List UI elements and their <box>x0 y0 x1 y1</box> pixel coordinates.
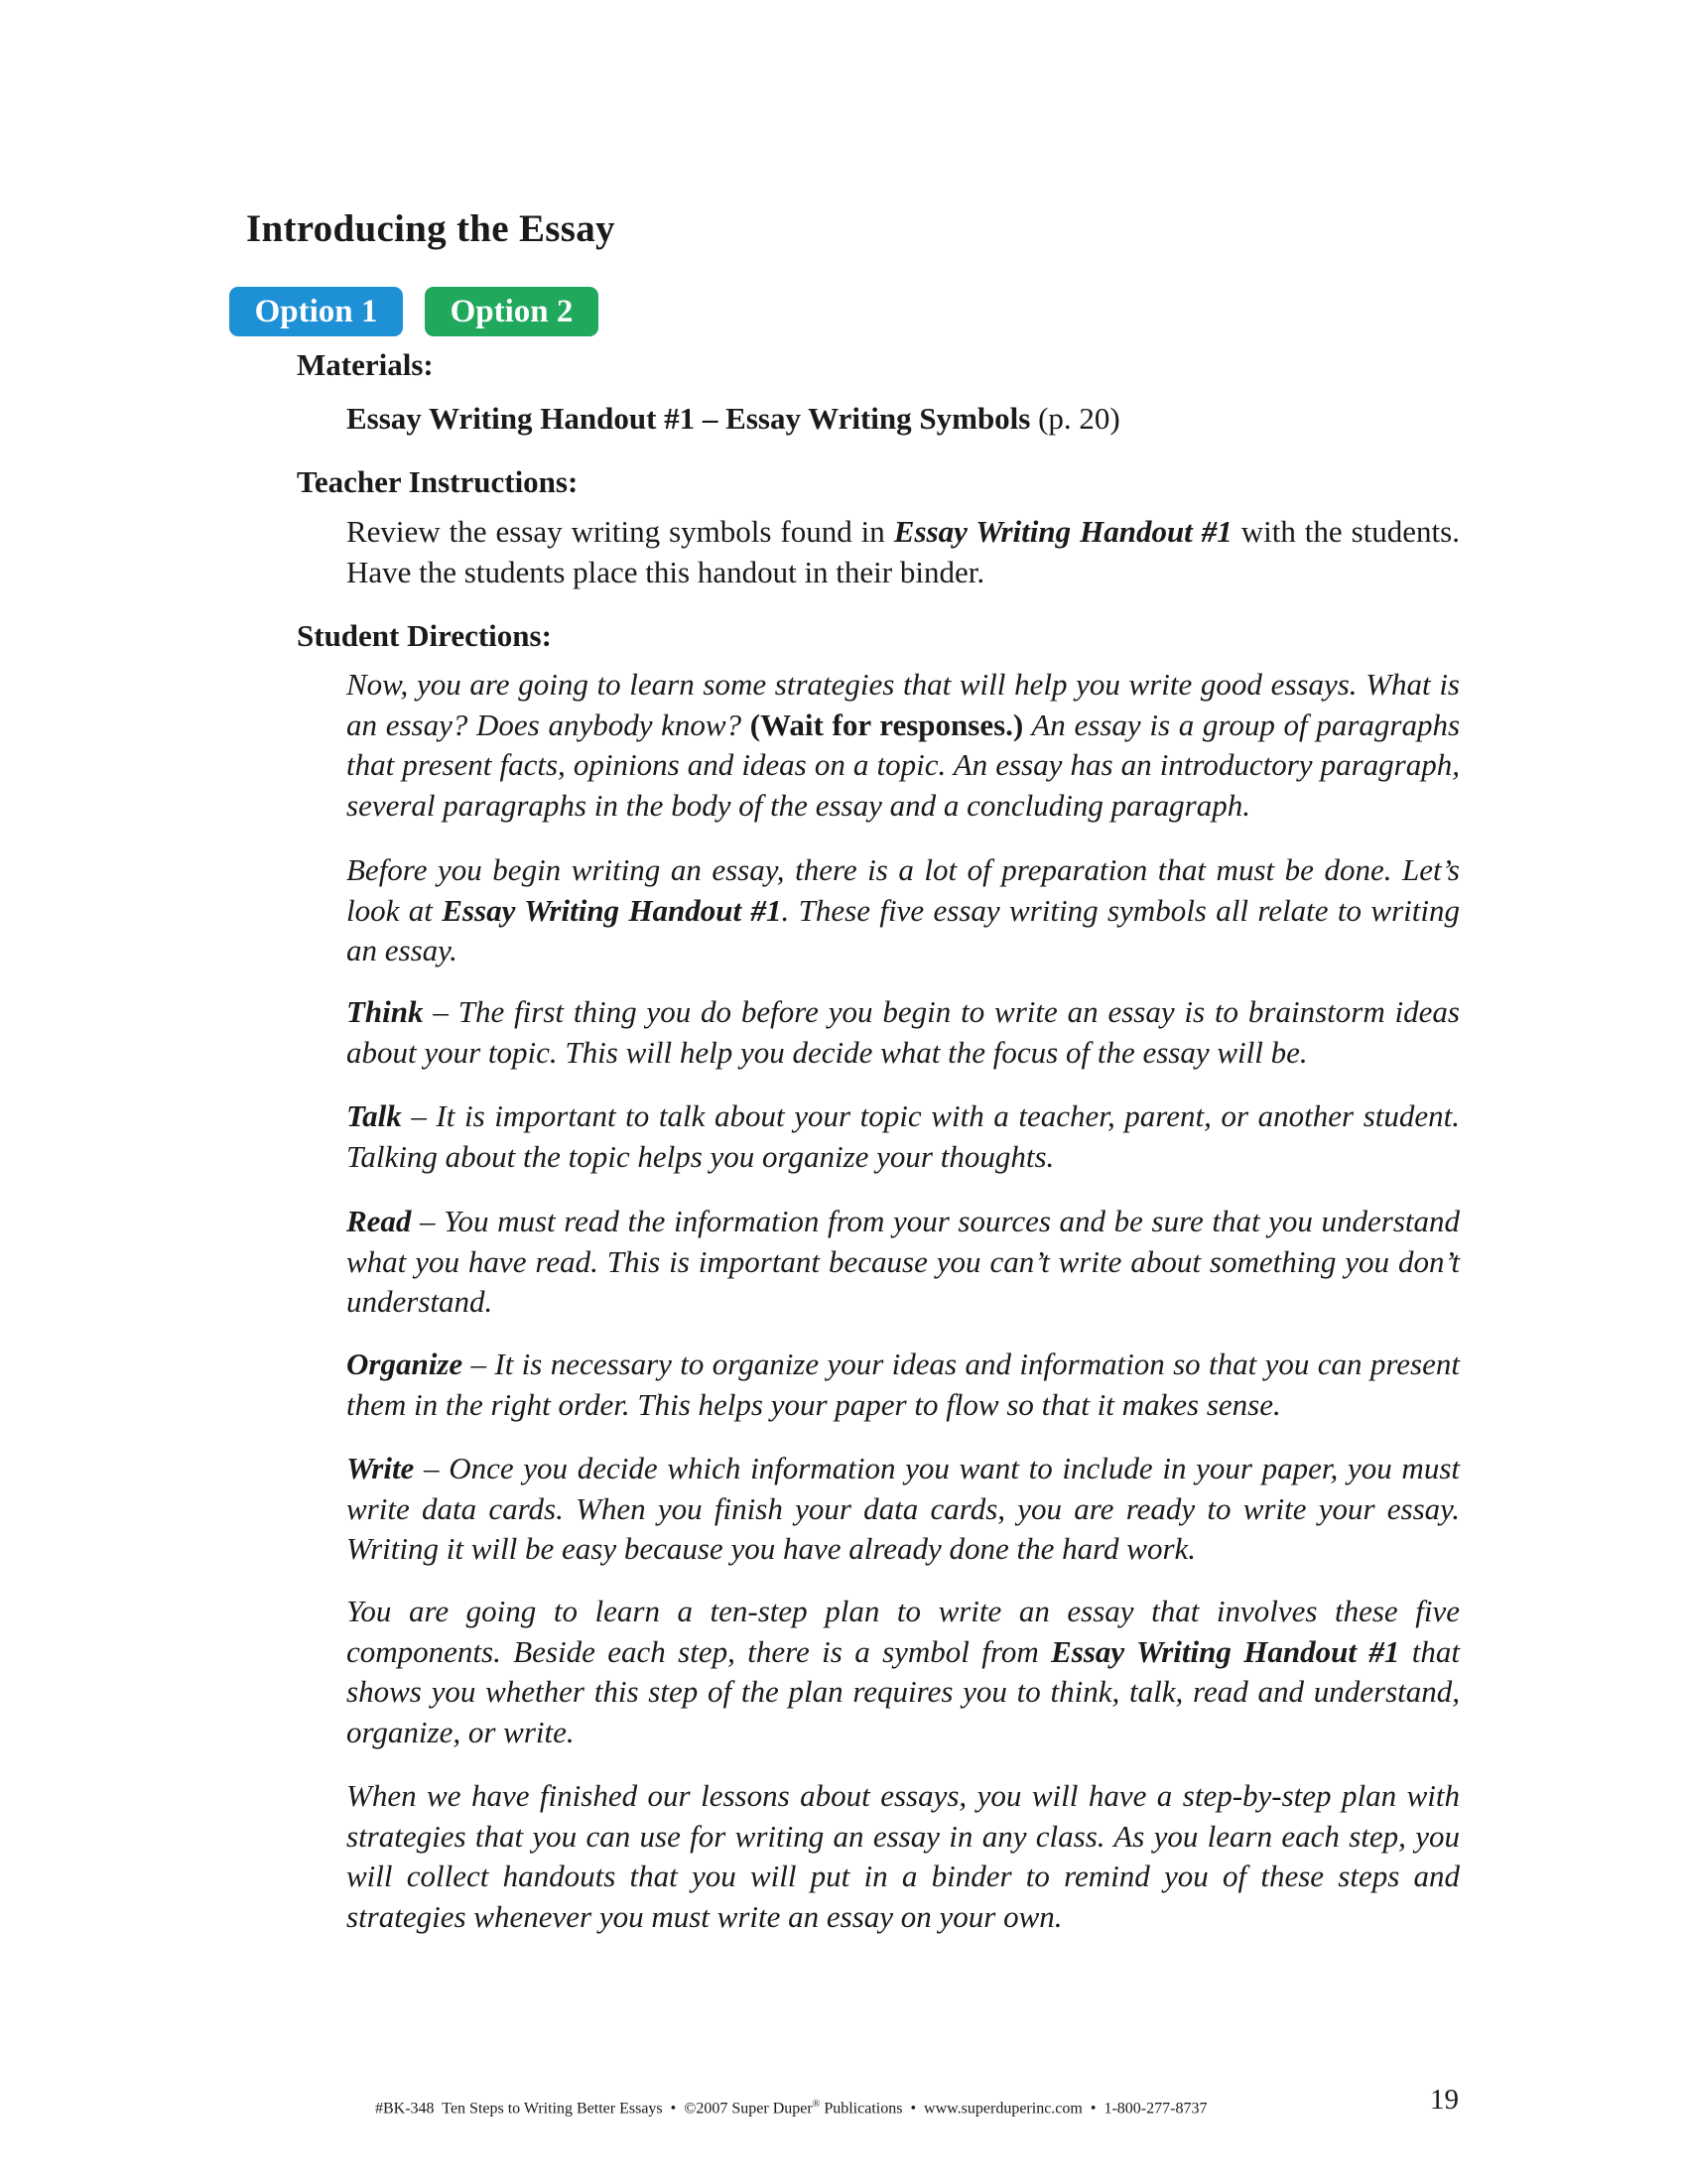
step-write <box>346 1449 1460 1570</box>
paragraph-text: Before you begin writing an essay, there is a lot of preparation that must be done. Let’s look at <box>346 852 1460 928</box>
handout-ref: Essay Writing Handout #1 <box>442 892 782 928</box>
student-paragraph-2 <box>346 850 1460 971</box>
teacher-text-part: with the students. Have the students place this handout in their binder. <box>346 514 1460 589</box>
registered-mark: ® <box>812 2099 821 2110</box>
footer-bullet: • <box>670 2100 677 2118</box>
page-number: 19 <box>1430 2084 1459 2116</box>
handout-ref: Essay Writing Handout #1 <box>1051 1633 1400 1669</box>
paragraph-text: You are going to learn a ten-step plan to write an essay that involves these five components. Beside each step, there is a symbol from <box>346 1594 1460 1669</box>
step-term: Organize <box>346 1347 463 1381</box>
step-text: – Once you decide which information you want to include in your paper, you must write data cards. When you finish your data cards, you are ready to write your essay. Writing it will be easy because you have already done the hard work. <box>346 1451 1460 1566</box>
paragraph-text: . These five essay writing symbols all relate to writing an essay. <box>346 892 1460 967</box>
step-term: Read <box>346 1204 412 1238</box>
paragraph-text: that shows you whether this step of the plan requires you to think, talk, read and understand, organize, or write. <box>346 1633 1460 1749</box>
step-term: Talk <box>346 1098 402 1133</box>
page-footer <box>375 2099 1207 2118</box>
option-1-badge: Option 1 <box>229 287 403 336</box>
option-2-badge: Option 2 <box>425 287 598 336</box>
footer-bullet: • <box>910 2100 917 2118</box>
page-title: Introducing the Essay <box>246 207 615 250</box>
paragraph-text: An essay is a group of paragraphs that present facts, opinions and ideas on a topic. An essay has an introductory paragraph, several paragraphs in the body of the essay and a concluding paragraph. <box>346 707 1461 823</box>
student-paragraph-3 <box>346 1592 1460 1752</box>
materials-item-title: Essay Writing Handout #1 – Essay Writing Symbols <box>346 401 1031 436</box>
step-organize <box>346 1345 1460 1425</box>
teacher-instructions-heading: Teacher Instructions: <box>297 464 579 499</box>
teacher-text-part: Review the essay writing symbols found in <box>346 514 894 549</box>
step-read <box>346 1202 1460 1323</box>
step-text: – It is necessary to organize your ideas and information so that you can present them in the right order. This helps your paper to flow so that it makes sense. <box>346 1347 1460 1422</box>
teacher-instructions-text <box>346 512 1460 592</box>
footer-copyright: ©2007 Super Duper <box>684 2100 813 2118</box>
paragraph-text: Now, you are going to learn some strategies that will help you write good essays. What is an essay? Does anybody know? <box>346 667 1460 742</box>
step-text: – You must read the information from your sources and be sure that you understand what you have read. This is important because you can’t write about something you don’t understand. <box>346 1204 1460 1319</box>
student-paragraph-4: When we have finished our lessons about essays, you will have a step-by-step plan with strategies that you can use for writing an essay in any class. As you learn each step, you will collect handouts that you will put in a binder to remind you of these steps and strategies whenever you must write an essay on your own. <box>346 1778 1460 1934</box>
step-text: – The first thing you do before you begin to write an essay is to brainstorm ideas about your topic. This will help you decide what the focus of the essay will be. <box>346 994 1460 1070</box>
footer-phone: 1-800-277-8737 <box>1104 2100 1208 2118</box>
materials-item-page-ref: (p. 20) <box>1038 401 1120 436</box>
materials-item <box>346 401 1120 437</box>
footer-publisher: Publications <box>824 2100 903 2118</box>
wait-for-responses-cue: (Wait for responses.) <box>749 707 1024 742</box>
step-text: – It is important to talk about your topic with a teacher, parent, or another student. Talking about the topic helps you organize your thoughts. <box>346 1098 1460 1174</box>
step-term: Think <box>346 994 424 1029</box>
student-paragraph-1 <box>346 665 1460 826</box>
student-directions-heading: Student Directions: <box>297 618 552 653</box>
step-talk <box>346 1096 1460 1177</box>
materials-heading: Materials: <box>297 347 434 382</box>
footer-code: #BK-348 <box>375 2100 435 2118</box>
teacher-handout-ref: Essay Writing Handout #1 <box>893 514 1233 549</box>
footer-book-title: Ten Steps to Writing Better Essays <box>442 2100 663 2118</box>
footer-website: www.superduperinc.com <box>924 2100 1083 2118</box>
step-think <box>346 992 1460 1073</box>
step-term: Write <box>346 1451 415 1485</box>
footer-bullet: • <box>1090 2100 1097 2118</box>
